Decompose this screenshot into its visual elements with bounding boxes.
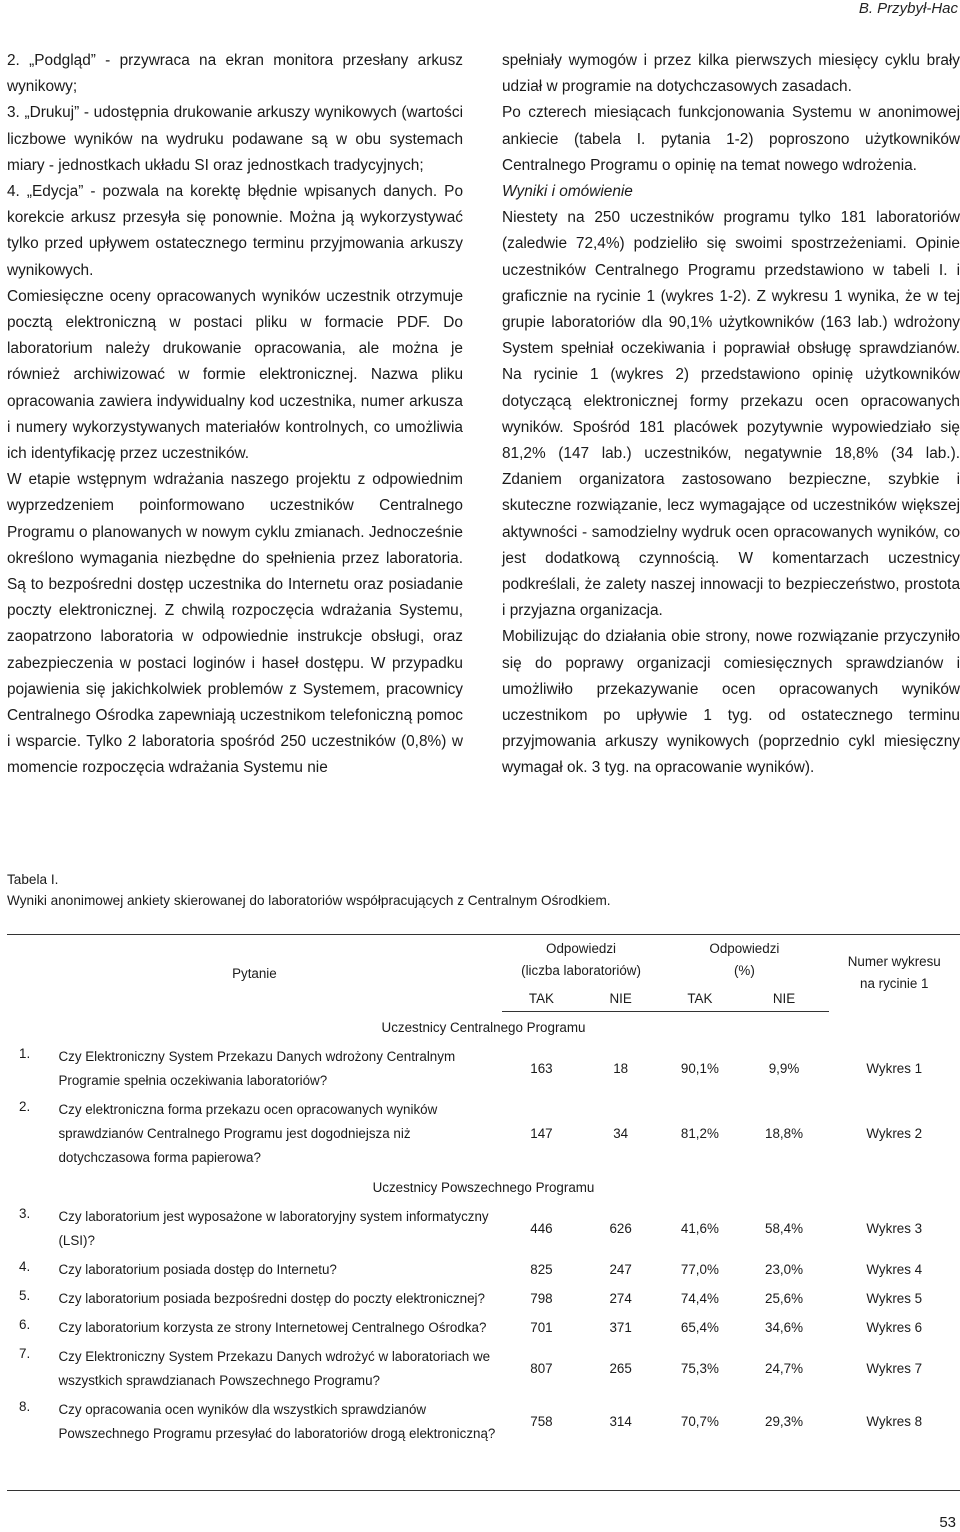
paragraph-survey: Po czterech miesiącach funkcjonowania Systemu w anonimowej ankiecie (tabela I. pytania 1-2) poproszono użytkowników Centralnego Programu o opinię na temat nowego wdrożenia. [502, 104, 960, 174]
row-question: Czy laboratorium posiada dostęp do Internetu? [58, 1262, 337, 1277]
column-header-chart-line1: Numer wykresu [847, 954, 941, 970]
row-chart-ref: Wykres 1 [866, 1061, 923, 1076]
row-number: 1. [19, 1046, 31, 1061]
row-percent-no: 9,9% [768, 1061, 800, 1076]
table-row [7, 1202, 960, 1255]
paragraph-monthly-reports: Comiesięczne oceny opracowanych wyników uczestnik otrzymuje pocztą elektroniczną w postaci pliku w formacie PDF. Do laboratorium należy drukowanie opracowania, ale można je również archiwizować w formie elektronicznej. Nazwa pliku opracowania zawiera indywidualny kod uczestnika, numer arkusza i numery wykorzystywanych materiałów kontrolnych, co umożliwia ich identyfikację przez uczestników. [7, 287, 463, 463]
row-question: Czy Elektroniczny System Przekazu Danych wdrożony Centralnym Programie spełnia oczekiwania laboratoriów? [58, 1049, 456, 1088]
table-row [7, 1313, 960, 1342]
subheader-percent-no: NIE [739, 985, 828, 1012]
column-header-chart-line2: na rycinie 1 [860, 976, 929, 992]
column-header-percent-line2: (%) [733, 963, 755, 978]
paragraph-results: Niestety na 250 uczestników programu tylko 181 laboratoriów (zaledwie 72,4%) podzieliło się swoimi spostrzeżeniami. Opinie uczestników Centralnego Programu przedstawiono w tabeli I. i graficznie na rycinie 1 (wykres 1-2). Z wykresu 1 wynika, że w tej grupie laboratoriów dla 90,1% użytkowników (163 lab.) wdrożony System spełniał oczekiwania i poprawiał obsługę sprawdzianów. Na rycinie 1 (wykres 2) przedstawiono opinię użytkowników dotyczącą elektronicznej formy przekazu ocen opracowanych wyników. Spośród 181 placówek pozytywnie wypowiedziało się 81,2% (147 lab.) uczestników, negatywnie 18,8% (34 lab.). Zdaniem organizatora zastosowano bezpieczne, szybkie i skuteczne rozwiązanie, lecz wymagające od uczestników większej aktywności - samodzielny wydruk ocen opracowanych wyników, co jest dodatkową czynnością. W komentarzach uczestnicy podkreślali, że zalety naszej innowacji to bezpieczeństwo, prostota i przyjazna organizacja. [502, 209, 960, 620]
row-chart-ref: Wykres 4 [866, 1262, 923, 1277]
row-chart-ref: Wykres 8 [866, 1414, 923, 1429]
row-percent-yes: 90,1% [680, 1061, 719, 1076]
row-number: 6. [19, 1317, 31, 1332]
row-chart-ref: Wykres 5 [866, 1291, 923, 1306]
survey-table [7, 934, 960, 1448]
column-header-count-line1: Odpowiedzi [546, 941, 617, 956]
row-number: 3. [19, 1206, 31, 1221]
footer-divider [7, 1490, 960, 1491]
table-row [7, 1395, 960, 1448]
row-question: Czy laboratorium posiada bezpośredni dostęp do poczty elektronicznej? [58, 1291, 485, 1306]
column-header-question: Pytanie [232, 965, 277, 981]
column-header-count-line2: (liczba laboratoriów) [521, 963, 641, 978]
row-number: 4. [19, 1259, 31, 1274]
row-count-yes: 807 [530, 1361, 553, 1376]
row-percent-yes: 65,4% [680, 1320, 719, 1335]
row-count-no: 265 [609, 1361, 632, 1376]
row-percent-yes: 81,2% [680, 1126, 719, 1141]
list-item-preview: 2. „Podgląd” - przywraca na ekran monitora przesłany arkusz wynikowy; [7, 52, 463, 96]
row-count-no: 314 [609, 1414, 632, 1429]
left-text-column [7, 48, 463, 782]
table-caption [7, 869, 611, 911]
row-number: 5. [19, 1288, 31, 1303]
row-number: 2. [19, 1099, 31, 1114]
row-count-yes: 446 [530, 1221, 553, 1236]
row-count-yes: 758 [530, 1414, 553, 1429]
table-row [7, 1255, 960, 1284]
row-question: Czy Elektroniczny System Przekazu Danych wdrożyć w laboratoriach we wszystkich sprawdzianach Powszechnego Programu? [58, 1349, 491, 1388]
row-count-yes: 825 [530, 1262, 553, 1277]
list-item-edit: 4. „Edycja” - pozwala na korektę błędnie wpisanych danych. Po korekcie arkusz przesyła się ponownie. Można ją wykorzystywać tylko przed upływem ostatecznego terminu przyjmowania arkuszy wynikowych. [7, 183, 463, 279]
table-row [7, 1095, 960, 1172]
paragraph-mobilization: Mobilizując do działania obie strony, nowe rozwiązanie przyczyniło się do poprawy organizacji comiesięcznych sprawdzianów i umożliwiło przekazywanie ocen opracowanych wyników uczestnikom po upływie 1 tyg. od ostatecznego terminu przyjmowania arkuszy wynikowych (poprzednio cykl miesięczny wymagał ok. 3 tyg. na opracowanie wyników). [502, 628, 960, 777]
column-header-chart [829, 935, 960, 1012]
row-percent-yes: 74,4% [680, 1291, 719, 1306]
row-percent-no: 18,8% [765, 1126, 803, 1141]
column-header-percent [660, 935, 828, 985]
row-percent-no: 34,6% [765, 1320, 803, 1335]
row-percent-yes: 77,0% [680, 1262, 719, 1277]
table-row [7, 1342, 960, 1395]
row-question: Czy laboratorium jest wyposażone w laboratoryjny system informatyczny (LSI)? [58, 1209, 489, 1248]
right-text-column [502, 48, 960, 782]
row-count-no: 274 [609, 1291, 632, 1306]
row-question: Czy opracowania ocen wyników dla wszystkich sprawdzianów Powszechnego Programu przesyłać do laboratoriów drogą elektroniczną? [58, 1402, 496, 1441]
running-header-author: B. Przybył-Hac [858, 0, 958, 17]
table-row [7, 1042, 960, 1095]
row-count-no: 626 [609, 1221, 632, 1236]
section-header-general: Uczestnicy Powszechnego Programu [372, 1179, 595, 1195]
section-header-central: Uczestnicy Centralnego Programu [381, 1019, 586, 1035]
row-percent-no: 58,4% [765, 1221, 803, 1236]
rows-general-program [7, 1202, 960, 1448]
row-count-no: 371 [609, 1320, 632, 1335]
row-percent-no: 29,3% [765, 1414, 803, 1429]
row-percent-no: 25,6% [765, 1291, 803, 1306]
row-question: Czy laboratorium korzysta ze strony Internetowej Centralnego Ośrodka? [58, 1320, 487, 1335]
row-number: 7. [19, 1346, 31, 1361]
row-count-yes: 163 [530, 1061, 553, 1076]
row-percent-no: 24,7% [765, 1361, 803, 1376]
table-caption-title: Tabela I. [7, 872, 59, 887]
subheader-count-no: NIE [581, 985, 660, 1012]
row-chart-ref: Wykres 6 [866, 1320, 923, 1335]
row-chart-ref: Wykres 2 [866, 1126, 923, 1141]
row-count-yes: 701 [530, 1320, 553, 1335]
row-percent-no: 23,0% [765, 1262, 803, 1277]
column-header-count [502, 935, 660, 985]
survey-table-container [7, 934, 960, 1448]
row-number: 8. [19, 1399, 31, 1414]
row-chart-ref: Wykres 7 [866, 1361, 923, 1376]
row-percent-yes: 41,6% [680, 1221, 719, 1236]
paragraph-continuation: spełniały wymogów i przez kilka pierwszych miesięcy cyklu brały udział w programie na dotychczasowych zasadach. [502, 52, 960, 96]
row-count-no: 18 [613, 1061, 629, 1076]
section-heading-results: Wyniki i omówienie [502, 183, 633, 201]
row-chart-ref: Wykres 3 [866, 1221, 923, 1236]
table-row [7, 1284, 960, 1313]
rows-central-program [7, 1042, 960, 1172]
page-number: 53 [939, 1514, 956, 1531]
row-count-yes: 147 [530, 1126, 553, 1141]
row-count-yes: 798 [530, 1291, 553, 1306]
subheader-count-yes: TAK [502, 985, 581, 1012]
row-count-no: 34 [613, 1126, 629, 1141]
row-count-no: 247 [609, 1262, 632, 1277]
column-header-percent-line1: Odpowiedzi [709, 941, 780, 956]
row-percent-yes: 70,7% [680, 1414, 719, 1429]
list-item-print: 3. „Drukuj” - udostępnia drukowanie arkuszy wynikowych (wartości liczbowe wyników na wydruku podawane są w obu systemach miary - jednostkach układu SI oraz jednostkach tradycyjnych; [7, 104, 463, 174]
subheader-percent-yes: TAK [660, 985, 739, 1012]
row-question: Czy elektroniczna forma przekazu ocen opracowanych wyników sprawdzianów Centralnego Programu jest dogodniejsza niż dotychczasowa forma papierowa? [58, 1102, 438, 1165]
table-caption-text: Wyniki anonimowej ankiety skierowanej do laboratoriów współpracujących z Centralnym Ośrodkiem. [7, 893, 611, 908]
paragraph-initial-stage: W etapie wstępnym wdrażania naszego projektu z odpowiednim wyprzedzeniem poinformowano uczestników Centralnego Programu o planowanych w nowym cyklu zmianach. Jednocześnie określono wymagania niezbędne do spełnienia przez laboratoria. Są to bezpośredni dostęp uczestnika do Internetu oraz posiadanie poczty elektronicznej. Z chwilą rozpoczęcia wdrażania Systemu, zaopatrzono laboratoria w odpowiednie instrukcje obsługi, oraz zabezpieczenia w postaci loginów i haseł dostępu. W przypadku pojawienia się jakichkolwiek problemów z Systemem, pracownicy Centralnego Ośrodka zapewniają uczestnikom telefoniczną pomoc i wsparcie. Tylko 2 laboratoria spośród 250 uczestników (0,8%) w momencie rozpoczęcia wdrażania Systemu nie [7, 471, 463, 777]
row-percent-yes: 75,3% [680, 1361, 719, 1376]
